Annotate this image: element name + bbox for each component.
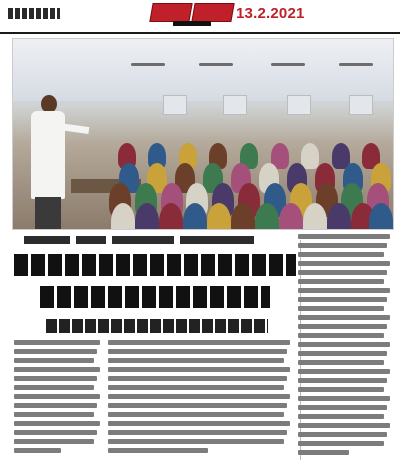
section-tag-word (76, 236, 106, 244)
text-line (14, 403, 97, 408)
ceiling-fan-icon (271, 63, 305, 66)
text-line (108, 358, 284, 363)
text-line (298, 432, 387, 437)
text-line (298, 288, 390, 293)
text-line (108, 394, 290, 399)
text-line (14, 358, 94, 363)
wall-window (223, 95, 247, 115)
logo-word-2 (191, 3, 234, 22)
text-line (108, 412, 284, 417)
text-line (298, 450, 349, 455)
text-line (298, 306, 384, 311)
article-column-2 (108, 340, 294, 460)
text-line (298, 297, 387, 302)
text-line (14, 340, 100, 345)
text-line (298, 342, 390, 347)
ceiling-fan-icon (339, 63, 373, 66)
text-line (298, 441, 384, 446)
logo-strip (173, 21, 211, 26)
headline (14, 252, 296, 314)
ceiling (13, 39, 393, 101)
text-line (298, 360, 384, 365)
text-line (298, 315, 390, 320)
text-line (14, 376, 97, 381)
text-line (298, 378, 387, 383)
text-line (14, 421, 100, 426)
article-photo (12, 38, 394, 230)
text-line (14, 412, 94, 417)
text-line (298, 387, 384, 392)
text-line (298, 369, 390, 374)
ceiling-fan-icon (199, 63, 233, 66)
section-tag-word (112, 236, 174, 244)
audience-figure (369, 203, 393, 230)
text-line (298, 423, 390, 428)
text-line (298, 234, 390, 239)
text-line (298, 396, 390, 401)
text-line (14, 448, 61, 453)
wall-window (349, 95, 373, 115)
text-line (108, 430, 287, 435)
text-line (108, 349, 287, 354)
paper-logo (151, 3, 233, 27)
text-line (298, 270, 387, 275)
section-tag-word (24, 236, 70, 244)
audience (105, 143, 393, 229)
masthead (0, 0, 400, 34)
headline-line-2 (40, 286, 270, 308)
text-line (108, 340, 290, 345)
text-line (298, 324, 387, 329)
paper-name-small (8, 8, 60, 19)
text-line (298, 405, 387, 410)
text-line (108, 421, 290, 426)
presenter-figure-legs (35, 197, 61, 229)
text-line (14, 367, 100, 372)
ceiling-fan-icon (131, 63, 165, 66)
audience-figure (111, 203, 135, 230)
text-line (14, 430, 97, 435)
section-tag-word (180, 236, 254, 244)
article-column-1 (14, 340, 102, 460)
text-line (298, 279, 384, 284)
text-line (108, 439, 284, 444)
logo-word-1 (149, 3, 192, 22)
text-line (108, 367, 290, 372)
text-line (298, 261, 390, 266)
text-line (108, 376, 287, 381)
text-line (298, 252, 384, 257)
article-column-3 (298, 234, 392, 460)
text-line (14, 385, 94, 390)
text-line (108, 385, 284, 390)
headline-line-1 (14, 254, 296, 276)
text-line (14, 394, 100, 399)
text-line (298, 243, 387, 248)
text-line (14, 439, 94, 444)
text-line (108, 403, 287, 408)
text-line (298, 333, 384, 338)
text-line (298, 351, 387, 356)
audience-figure (301, 143, 319, 169)
text-line (298, 414, 384, 419)
text-line (14, 349, 97, 354)
wall-window (287, 95, 311, 115)
issue-date: 13.2.2021 (236, 5, 305, 22)
wall-window (163, 95, 187, 115)
text-line (108, 448, 208, 453)
subheadline (46, 319, 268, 333)
